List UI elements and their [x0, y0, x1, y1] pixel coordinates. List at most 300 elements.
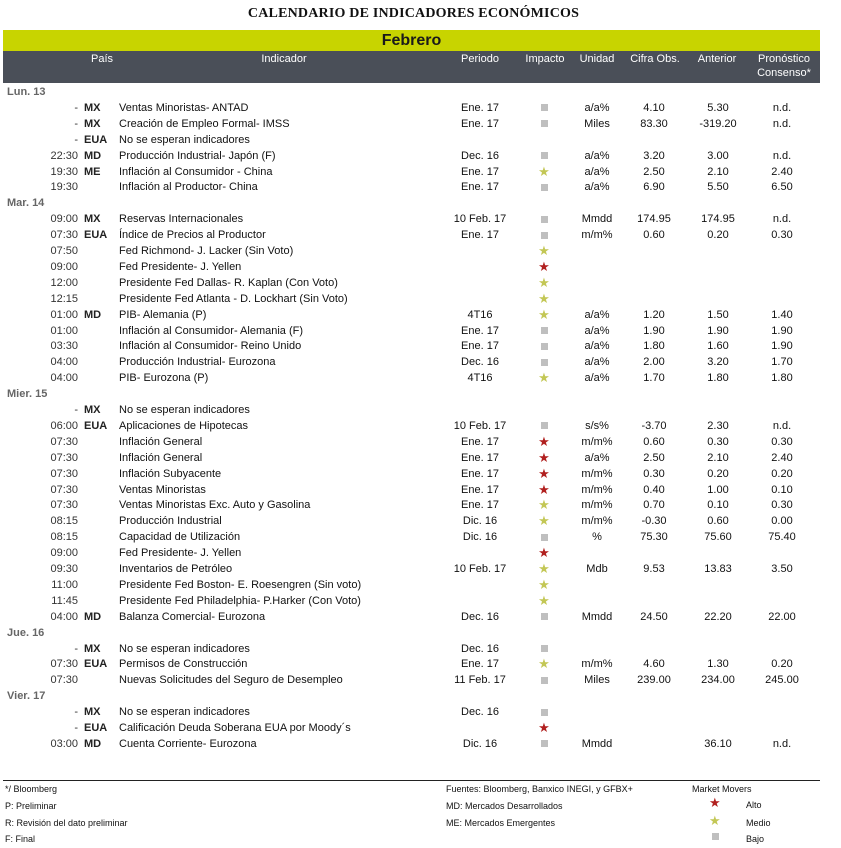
table-row [0, 593, 841, 609]
indicator-cell: Calificación Deuda Soberana EUA por Moody´s [119, 722, 351, 734]
unit-cell: a/a% [584, 356, 610, 369]
unit-cell: a/a% [584, 372, 610, 385]
period-cell: Ene. 17 [461, 340, 499, 353]
impact-high-star-icon: ★ [538, 258, 550, 274]
observed-cell: 1.80 [643, 340, 665, 353]
header-impacto: Impacto [525, 53, 565, 65]
previous-cell: 3.20 [707, 356, 729, 369]
day-label: Lun. 13 [7, 86, 46, 98]
period-cell: Ene. 17 [461, 229, 499, 242]
indicator-cell: Inflación al Consumidor- Alemania (F) [119, 324, 304, 337]
impact-medium-star-icon: ★ [538, 513, 550, 529]
indicator-cell: Ventas Minoristas [119, 483, 206, 496]
day-header [0, 195, 841, 211]
period-cell: 10 Feb. 17 [453, 213, 507, 226]
time-cell: - [74, 642, 78, 655]
forecast-cell: n.d. [772, 149, 792, 162]
indicator-cell: Ventas Minoristas- ANTAD [119, 101, 249, 114]
table-row [0, 545, 841, 561]
country-cell: ME [84, 165, 101, 178]
observed-cell: 1.90 [643, 324, 665, 337]
observed-cell: 6.90 [643, 181, 665, 194]
period-cell: 4T16 [467, 372, 493, 385]
table-row [0, 100, 841, 116]
indicator-cell: Ventas Minoristas Exc. Auto y Gasolina [119, 499, 311, 512]
time-cell: 07:30 [50, 467, 78, 480]
time-cell: - [74, 117, 78, 130]
table-row [0, 672, 841, 688]
forecast-cell: 0.30 [771, 435, 793, 448]
period-cell: Ene. 17 [461, 165, 499, 178]
table-row [0, 243, 841, 259]
day-label: Mar. 14 [7, 197, 45, 210]
forecast-cell: 2.40 [771, 165, 793, 178]
country-cell: MX [84, 101, 101, 114]
table-row [0, 338, 841, 354]
indicator-cell: Índice de Precios al Productor [119, 229, 266, 242]
time-cell: 11:45 [51, 594, 78, 607]
period-cell: Ene. 17 [461, 467, 499, 480]
time-cell: 12:15 [50, 292, 78, 305]
day-label: Mier. 15 [7, 388, 48, 401]
unit-cell: m/m% [581, 499, 613, 512]
indicator-cell: Inflación General [119, 435, 203, 448]
time-cell: - [74, 133, 78, 146]
footnote-bloomberg: */ Bloomberg [5, 784, 58, 794]
time-cell: 06:00 [50, 419, 78, 432]
impact-low-square-icon [528, 354, 560, 370]
impact-low-square-icon [528, 418, 560, 434]
observed-cell: -0.30 [641, 515, 667, 528]
time-cell: 07:30 [50, 451, 78, 464]
table-row [0, 450, 841, 466]
impact-low-square-icon [528, 211, 560, 227]
impact-low-square-icon [528, 100, 560, 116]
time-cell: 09:00 [50, 260, 78, 273]
indicator-cell: Presidente Fed Atlanta - D. Lockhart (Sin Voto) [119, 292, 348, 305]
period-cell: Dic. 16 [462, 531, 498, 544]
forecast-cell: 22.00 [768, 610, 796, 623]
previous-cell: 2.10 [707, 165, 729, 178]
time-cell: 08:15 [50, 515, 78, 528]
indicator-cell: Inflación al Productor- China [119, 181, 258, 194]
country-cell: MD [84, 610, 102, 623]
indicator-cell: No se esperan indicadores [119, 404, 250, 416]
unit-cell: a/a% [584, 451, 610, 464]
table-row [0, 609, 841, 625]
table-row [0, 354, 841, 370]
period-cell: Ene. 17 [461, 101, 499, 114]
previous-cell: -319.20 [699, 117, 737, 130]
table-row [0, 418, 841, 434]
forecast-cell: n.d. [772, 117, 792, 130]
indicator-cell: Inflación Subyacente [119, 467, 222, 480]
day-header [0, 386, 841, 402]
observed-cell: 174.95 [637, 213, 671, 226]
period-cell: Dic. 16 [462, 515, 498, 528]
indicator-cell: Fed Presidente- J. Yellen [119, 260, 242, 273]
observed-cell: 2.00 [643, 356, 665, 369]
table-row [0, 402, 841, 418]
period-cell: Ene. 17 [461, 324, 499, 337]
indicator-cell: PIB- Alemania (P) [119, 308, 207, 321]
indicator-cell: Fed Richmond- J. Lacker (Sin Voto) [119, 245, 294, 257]
indicator-cell: Presidente Fed Dallas- R. Kaplan (Con Voto) [119, 276, 338, 289]
previous-cell: 1.80 [707, 372, 729, 385]
impact-high-star-icon: ★ [538, 545, 550, 561]
impact-low-square-icon [528, 227, 560, 243]
observed-cell: 24.50 [640, 610, 668, 623]
previous-cell: 0.30 [707, 435, 729, 448]
previous-cell: 2.30 [707, 419, 729, 432]
impact-low-square-icon [528, 323, 560, 339]
impact-medium-star-icon: ★ [538, 561, 550, 576]
table-row [0, 656, 841, 672]
table-row [0, 482, 841, 498]
indicator-cell: Balanza Comercial- Eurozona [119, 610, 266, 623]
time-cell: 22:30 [50, 149, 78, 162]
header-cifra: Cifra Obs. [630, 53, 680, 65]
period-cell: Dec. 16 [461, 642, 499, 655]
time-cell: - [74, 706, 78, 719]
impact-medium-star-icon: ★ [538, 497, 550, 513]
impact-high-star-icon: ★ [538, 449, 550, 465]
impact-low-square-icon [528, 704, 560, 720]
observed-cell: 83.30 [640, 117, 668, 130]
unit-cell: % [592, 531, 602, 544]
indicator-cell: Producción Industrial- Japón (F) [119, 149, 276, 162]
legend-medium-icon: ★ [709, 813, 721, 828]
footnote-final: F: Final [5, 834, 36, 844]
forecast-cell: 0.20 [771, 467, 793, 480]
observed-cell: 0.40 [643, 483, 665, 496]
footer-sources: Fuentes: Bloomberg, Banxico INEGI, y GFBX+ [446, 784, 633, 794]
day-header [0, 688, 841, 704]
country-cell: MX [84, 117, 101, 130]
previous-cell: 1.50 [707, 308, 729, 321]
time-cell: 08:15 [50, 531, 78, 544]
previous-cell: 174.95 [701, 213, 735, 226]
indicator-cell: Permisos de Construcción [119, 658, 248, 671]
indicator-cell: Presidente Fed Philadelphia- P.Harker (Con Voto) [119, 594, 361, 607]
forecast-cell: n.d. [772, 737, 792, 750]
time-cell: 07:30 [50, 229, 78, 242]
unit-cell: a/a% [584, 308, 610, 321]
previous-cell: 1.90 [707, 324, 729, 337]
indicator-cell: Inventarios de Petróleo [119, 563, 233, 575]
country-cell: EUA [84, 419, 108, 432]
page-title: CALENDARIO DE INDICADORES ECONÓMICOS [247, 6, 580, 21]
unit-cell: a/a% [584, 340, 610, 353]
header-anterior: Anterior [697, 53, 737, 65]
unit-cell: a/a% [584, 324, 610, 337]
footnote-revision: R: Revisión del dato preliminar [5, 818, 128, 828]
forecast-cell: 75.40 [768, 531, 796, 544]
time-cell: 03:30 [50, 340, 78, 353]
period-cell: Ene. 17 [461, 435, 499, 448]
period-cell: Ene. 17 [461, 658, 499, 671]
impact-low-square-icon [528, 609, 560, 625]
time-cell: 12:00 [50, 276, 78, 289]
forecast-cell: 2.40 [771, 451, 793, 464]
unit-cell: a/a% [584, 165, 610, 178]
period-cell: Ene. 17 [461, 483, 499, 496]
forecast-cell: 245.00 [765, 674, 799, 687]
legend-high-label: Alto [746, 800, 762, 810]
observed-cell: -3.70 [641, 419, 667, 432]
unit-cell: a/a% [584, 149, 610, 162]
previous-cell: 75.60 [704, 531, 732, 544]
unit-cell: m/m% [581, 435, 613, 448]
previous-cell: 1.30 [707, 658, 729, 671]
impact-low-square-icon [528, 672, 560, 688]
time-cell: 03:00 [50, 737, 78, 750]
observed-cell: 4.10 [643, 101, 665, 114]
unit-cell: Mmdd [581, 610, 613, 623]
forecast-cell: 0.10 [771, 483, 793, 496]
forecast-cell: 1.40 [771, 308, 793, 321]
impact-medium-star-icon: ★ [538, 306, 550, 322]
unit-cell: a/a% [584, 181, 610, 194]
legend-high-icon: ★ [709, 795, 721, 810]
time-cell: 04:00 [50, 610, 78, 623]
unit-cell: m/m% [581, 658, 613, 671]
time-cell: 01:00 [50, 324, 78, 337]
day-label: Jue. 16 [7, 626, 45, 639]
observed-cell: 0.60 [643, 435, 665, 448]
table-row [0, 323, 841, 339]
forecast-cell: n.d. [772, 101, 792, 114]
country-cell: MX [84, 213, 101, 226]
country-cell: EUA [84, 133, 108, 146]
period-cell: Ene. 17 [461, 451, 499, 464]
table-row [0, 577, 841, 593]
period-cell: 11 Feb. 17 [454, 674, 506, 687]
legend-medium-label: Medio [746, 818, 771, 828]
table-row [0, 116, 841, 132]
previous-cell: 5.30 [707, 101, 729, 114]
unit-cell: Mdb [586, 563, 608, 575]
table-row [0, 148, 841, 164]
time-cell: 07:30 [50, 658, 78, 671]
table-row [0, 211, 841, 227]
impact-medium-star-icon: ★ [538, 656, 550, 672]
indicator-cell: Capacidad de Utilización [119, 531, 241, 544]
unit-cell: s/s% [585, 419, 609, 432]
impact-low-square-icon [528, 529, 560, 545]
table-row [0, 227, 841, 243]
header-pais: País [90, 53, 113, 65]
time-cell: 07:30 [50, 483, 78, 496]
time-cell: 04:00 [50, 372, 78, 385]
footer-md-legend: MD: Mercados Desarrollados [446, 801, 563, 811]
indicator-cell: No se esperan indicadores [119, 642, 250, 655]
observed-cell: 0.60 [643, 229, 665, 242]
table-row [0, 641, 841, 657]
impact-high-star-icon: ★ [538, 481, 550, 497]
indicator-cell: Producción Industrial- Eurozona [119, 356, 276, 369]
time-cell: 09:00 [50, 547, 78, 560]
table-row [0, 497, 841, 513]
table-row [0, 275, 841, 291]
period-cell: Ene. 17 [461, 181, 499, 194]
time-cell: 01:00 [50, 308, 78, 321]
time-cell: 07:30 [50, 499, 78, 512]
unit-cell: Miles [584, 117, 610, 130]
day-header [0, 625, 841, 641]
legend-low-label: Bajo [746, 834, 765, 844]
day-label: Vier. 17 [7, 690, 46, 703]
previous-cell: 36.10 [704, 737, 732, 750]
indicator-cell: Creación de Empleo Formal- IMSS [119, 117, 290, 130]
table-row [0, 736, 841, 752]
impact-medium-star-icon: ★ [538, 576, 550, 592]
impact-medium-star-icon: ★ [538, 163, 550, 179]
country-cell: EUA [84, 229, 108, 242]
indicator-cell: Reservas Internacionales [119, 213, 244, 226]
previous-cell: 22.20 [704, 610, 732, 623]
indicator-cell: Fed Presidente- J. Yellen [119, 547, 242, 560]
impact-low-square-icon [528, 148, 560, 164]
indicator-cell: Inflación al Consumidor- Reino Unido [119, 340, 302, 353]
unit-cell: m/m% [581, 467, 613, 480]
table-row [0, 529, 841, 545]
observed-cell: 0.30 [643, 467, 665, 480]
period-cell: Dec. 16 [461, 706, 499, 719]
previous-cell: 0.10 [707, 499, 729, 512]
impact-high-star-icon: ★ [538, 433, 550, 449]
footnote-preliminar: P: Preliminar [5, 801, 57, 811]
observed-cell: 0.70 [643, 499, 665, 512]
observed-cell: 4.60 [643, 658, 665, 671]
impact-high-star-icon: ★ [538, 720, 550, 735]
table-header [3, 51, 820, 83]
header-pronostico: Pronóstico [758, 53, 810, 65]
table-row [0, 370, 841, 386]
period-cell: Dec. 16 [461, 610, 499, 623]
table-row [0, 179, 841, 195]
indicator-cell: PIB- Eurozona (P) [119, 372, 209, 385]
time-cell: 09:00 [50, 213, 78, 226]
time-cell: - [74, 722, 78, 734]
country-cell: MX [84, 642, 101, 655]
table-row [0, 720, 841, 736]
header-unidad: Unidad [579, 53, 615, 65]
table-row [0, 164, 841, 180]
observed-cell: 2.50 [643, 451, 665, 464]
period-cell: Dic. 16 [462, 737, 498, 750]
time-cell: 19:30 [50, 181, 78, 194]
impact-low-square-icon [528, 736, 560, 752]
previous-cell: 2.10 [707, 451, 729, 464]
impact-medium-star-icon: ★ [538, 592, 550, 608]
observed-cell: 1.70 [643, 372, 665, 385]
unit-cell: m/m% [581, 515, 613, 528]
table-row [0, 561, 841, 577]
indicator-cell: Aplicaciones de Hipotecas [119, 419, 249, 432]
observed-cell: 1.20 [643, 308, 665, 321]
forecast-cell: 6.50 [771, 181, 793, 194]
previous-cell: 0.20 [707, 229, 729, 242]
previous-cell: 234.00 [701, 674, 735, 687]
indicator-cell: Presidente Fed Boston- E. Roesengren (Sin voto) [119, 578, 362, 591]
time-cell: 09:30 [50, 563, 78, 575]
forecast-cell: n.d. [772, 419, 792, 432]
previous-cell: 13.83 [704, 563, 732, 575]
table-row [0, 132, 841, 148]
impact-medium-star-icon: ★ [538, 243, 550, 258]
impact-medium-star-icon: ★ [538, 290, 550, 306]
time-cell: 07:30 [50, 435, 78, 448]
legend-low-icon [712, 831, 719, 841]
previous-cell: 0.60 [707, 515, 729, 528]
indicator-cell: No se esperan indicadores [119, 133, 250, 146]
observed-cell: 2.50 [643, 165, 665, 178]
time-cell: 04:00 [50, 356, 78, 369]
period-cell: Dec. 16 [461, 149, 499, 162]
country-cell: MD [84, 737, 102, 750]
impact-high-star-icon: ★ [538, 465, 550, 481]
country-cell: MD [84, 308, 102, 321]
forecast-cell: 1.90 [771, 340, 793, 353]
previous-cell: 3.00 [707, 149, 729, 162]
indicator-cell: Nuevas Solicitudes del Seguro de Desempleo [119, 674, 343, 687]
time-cell: 07:50 [50, 245, 78, 257]
country-cell: MD [84, 149, 102, 162]
time-cell: - [74, 101, 78, 114]
previous-cell: 1.60 [707, 340, 729, 353]
table-row [0, 513, 841, 529]
period-cell: Ene. 17 [461, 499, 499, 512]
time-cell: 19:30 [50, 165, 78, 178]
observed-cell: 3.20 [643, 149, 665, 162]
impact-low-square-icon [528, 338, 560, 354]
country-cell: EUA [84, 658, 108, 671]
impact-low-square-icon [528, 641, 560, 657]
unit-cell: a/a% [584, 101, 610, 114]
unit-cell: Mmdd [581, 737, 613, 750]
forecast-cell: 3.50 [771, 563, 793, 575]
forecast-cell: 1.90 [771, 324, 793, 337]
observed-cell: 239.00 [637, 674, 671, 687]
period-cell: Dec. 16 [461, 356, 499, 369]
indicator-cell: Producción Industrial [119, 515, 222, 528]
forecast-cell: 0.30 [771, 499, 793, 512]
forecast-cell: 0.20 [771, 658, 793, 671]
header-indicador: Indicador [261, 53, 307, 65]
period-cell: 10 Feb. 17 [453, 419, 507, 432]
day-header [0, 84, 841, 100]
table-row [0, 434, 841, 450]
indicator-cell: No se esperan indicadores [119, 706, 250, 719]
indicator-cell: Inflación al Consumidor - China [119, 165, 273, 178]
header-consenso: Consenso* [757, 67, 811, 79]
unit-cell: Miles [584, 674, 610, 687]
footer-divider [3, 780, 820, 781]
impact-medium-star-icon: ★ [538, 274, 550, 290]
unit-cell: Mmdd [581, 213, 613, 226]
legend-title: Market Movers [692, 784, 752, 794]
forecast-cell: 0.30 [771, 229, 793, 242]
month-banner: Febrero [3, 30, 820, 51]
table-row [0, 704, 841, 720]
time-cell: - [74, 404, 78, 416]
previous-cell: 1.00 [707, 483, 729, 496]
period-cell: 4T16 [467, 308, 493, 321]
time-cell: 11:00 [51, 578, 78, 591]
observed-cell: 75.30 [640, 531, 668, 544]
table-row [0, 466, 841, 482]
